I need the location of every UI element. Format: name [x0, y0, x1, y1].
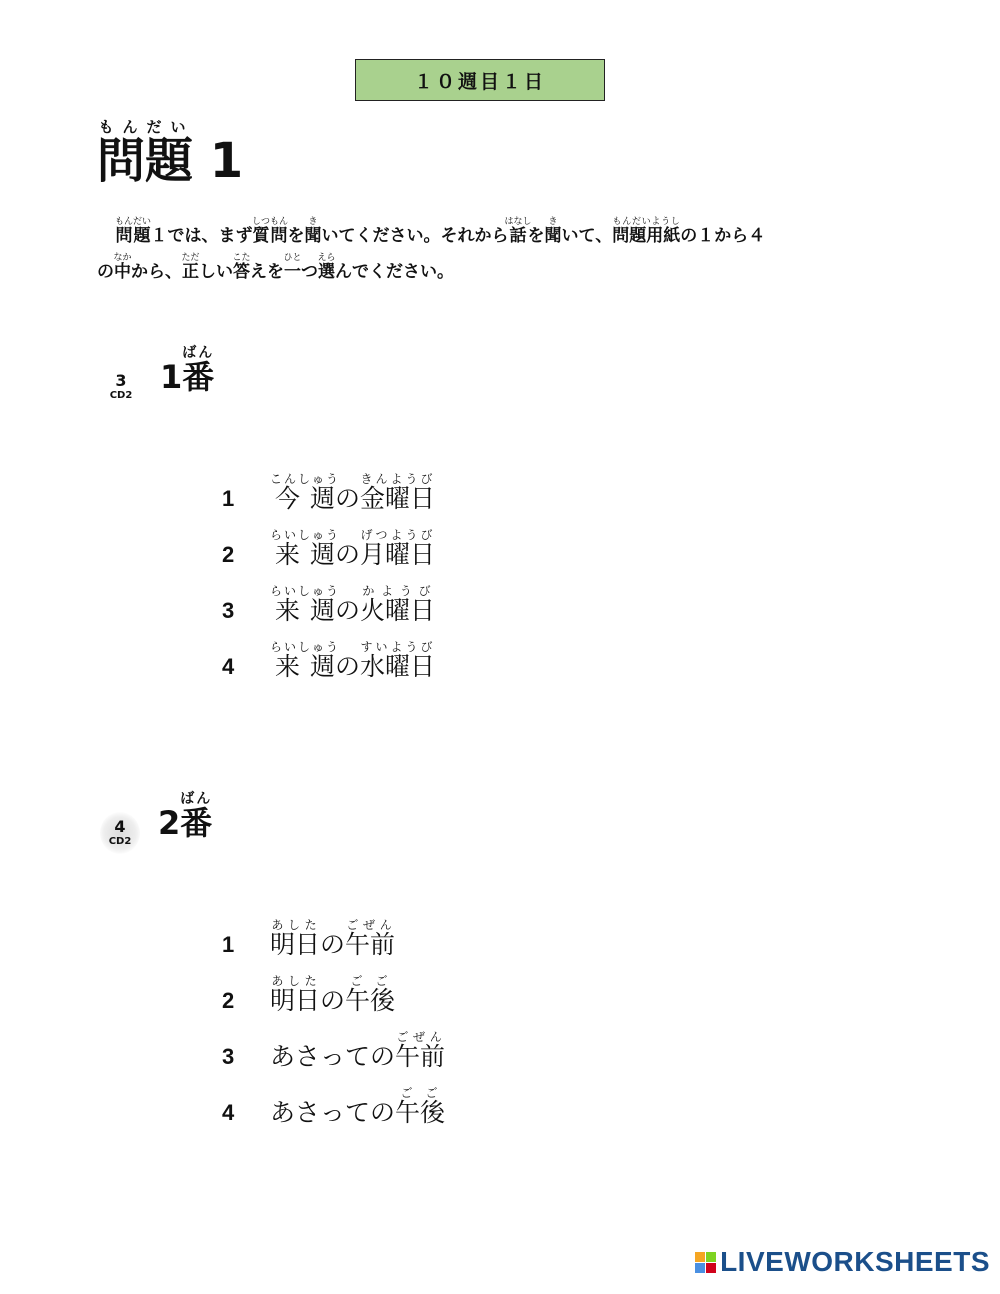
- ban-reading: ばん: [182, 345, 215, 361]
- ins-text: 一: [283, 262, 302, 282]
- choice-reading: ごぜん: [345, 918, 396, 932]
- choice-item[interactable]: [222, 960, 445, 1016]
- ins-text: 中: [113, 262, 132, 282]
- choice-reading: ごご: [395, 1086, 446, 1100]
- question-number: 2: [158, 804, 181, 842]
- choice-text: [270, 640, 435, 682]
- ban-reading: ばん: [180, 791, 213, 807]
- ins-text: 質問: [252, 226, 289, 246]
- choice-number: 3: [222, 598, 235, 623]
- choice-kanji: 今週: [270, 484, 341, 513]
- choice-kana: あさっての: [270, 1098, 396, 1127]
- ins-text: から、: [131, 262, 182, 282]
- ins-rt: き: [304, 217, 322, 227]
- choice-number: 3: [222, 1044, 235, 1069]
- choice-number: 2: [222, 988, 235, 1013]
- ins-text: １では、まず: [150, 226, 253, 246]
- ins-ruby-4: [504, 217, 532, 246]
- title-reading: もんだい: [97, 118, 194, 136]
- ins-rt: き: [544, 217, 562, 227]
- week-day-label: １０週目１日: [355, 59, 605, 101]
- ins-ruby-5: [544, 217, 562, 246]
- choice-text: [270, 584, 435, 626]
- ins-text: えを: [250, 262, 284, 282]
- ins-text: いて、: [561, 226, 613, 246]
- ins-text: の: [97, 262, 114, 282]
- choice-kanji: 水曜日: [360, 652, 436, 681]
- ins-rt: はなし: [504, 217, 532, 227]
- choice-number: 1: [222, 932, 235, 957]
- choice-kanji: 午前: [395, 1042, 446, 1071]
- choice-reading: らいしゅう: [270, 528, 341, 542]
- choice-kanji: 午後: [345, 986, 396, 1015]
- question-number: 1: [160, 358, 183, 396]
- choice-kanji: 明日: [270, 986, 321, 1015]
- choice-text: [270, 528, 435, 570]
- title-number: 1: [193, 133, 244, 189]
- choice-reading: あした: [270, 918, 321, 932]
- ins-ruby-7: [113, 253, 132, 282]
- choice-kanji: 月曜日: [360, 540, 436, 569]
- choice-text: [270, 472, 435, 514]
- ins-text: つ: [301, 262, 318, 282]
- liveworksheets-logo[interactable]: [695, 1246, 990, 1278]
- ins-text: 答: [232, 262, 251, 282]
- choice-reading: ごぜん: [395, 1030, 446, 1044]
- cd-track-number: 3: [115, 371, 127, 390]
- choice-kana: の: [335, 596, 361, 625]
- title-ruby: [97, 118, 194, 189]
- ban-ruby: [180, 791, 213, 842]
- choice-reading: すいようび: [360, 640, 436, 654]
- choice-reading: げつようび: [360, 528, 436, 542]
- ins-rt: こた: [232, 253, 251, 263]
- ins-rt: なか: [113, 253, 132, 263]
- choice-list: [222, 458, 435, 682]
- choice-reading: らいしゅう: [270, 584, 341, 598]
- choice-kanji: 来週: [270, 596, 341, 625]
- ban-text: 番: [180, 804, 213, 842]
- choice-kana: の: [320, 930, 346, 959]
- choice-item[interactable]: [222, 626, 435, 682]
- ins-text: しい: [199, 262, 233, 282]
- ins-rt: ひと: [283, 253, 302, 263]
- ins-text: を: [287, 226, 305, 246]
- ins-ruby-11: [317, 253, 336, 282]
- ban-ruby: [182, 345, 215, 396]
- ins-text: 聞: [304, 226, 322, 246]
- choice-reading: らいしゅう: [270, 640, 341, 654]
- question-heading: [158, 791, 212, 842]
- ins-rt: ただ: [181, 253, 200, 263]
- question-heading: [160, 345, 214, 396]
- ins-text: の１から４: [680, 226, 766, 246]
- ins-rt: もんだいようし: [612, 217, 681, 227]
- choice-kanji: 来週: [270, 652, 341, 681]
- ins-ruby-9: [232, 253, 251, 282]
- logo-mark-icon: [695, 1252, 716, 1273]
- ins-ruby-6: [612, 217, 681, 246]
- choice-kana: の: [335, 484, 361, 513]
- ins-text: 聞: [544, 226, 562, 246]
- choice-item[interactable]: [222, 570, 435, 626]
- ins-text: を: [527, 226, 545, 246]
- ins-text: んでください。: [335, 262, 454, 282]
- ins-text: 選: [317, 262, 336, 282]
- ins-text: 問題: [115, 226, 152, 246]
- ins-ruby-3: [304, 217, 322, 246]
- choice-item[interactable]: [222, 514, 435, 570]
- choice-reading: ごご: [345, 974, 396, 988]
- choice-kana: の: [320, 986, 346, 1015]
- ins-ruby-1: [115, 217, 152, 246]
- choice-kanji: 火曜日: [360, 596, 436, 625]
- choice-kana: の: [335, 652, 361, 681]
- choice-reading: きんようび: [360, 472, 436, 486]
- choice-text: [270, 918, 395, 960]
- choice-number: 2: [222, 542, 235, 567]
- logo-text: LIVEWORKSHEETS: [720, 1246, 990, 1277]
- ins-ruby-2: [252, 217, 289, 246]
- cd-label: CD2: [108, 836, 132, 847]
- ins-text: 話: [504, 226, 532, 246]
- instructions: [97, 217, 857, 290]
- cd-track-badge[interactable]: [101, 372, 141, 402]
- ins-rt: しつもん: [252, 217, 289, 227]
- cd-track-number: 4: [114, 817, 126, 836]
- ins-ruby-10: [283, 253, 302, 282]
- ins-rt: もんだい: [115, 217, 152, 227]
- title-base: 問題: [97, 133, 194, 189]
- ins-rt: えら: [317, 253, 336, 263]
- choice-reading: かようび: [360, 584, 436, 598]
- choice-item[interactable]: [222, 1072, 445, 1128]
- choice-kana: あさっての: [270, 1042, 396, 1071]
- choice-list: [222, 904, 445, 1128]
- ins-text: いてください。それから: [321, 226, 509, 246]
- choice-kanji: 午前: [345, 930, 396, 959]
- choice-kanji: 午後: [395, 1098, 446, 1127]
- choice-kanji: 金曜日: [360, 484, 436, 513]
- page-title: [97, 118, 243, 191]
- cd-track-badge[interactable]: [100, 812, 140, 854]
- choice-text: [270, 1086, 445, 1128]
- ins-text: 問題用紙: [612, 226, 681, 246]
- choice-reading: あした: [270, 974, 321, 988]
- choice-number: 1: [222, 486, 235, 511]
- choice-number: 4: [222, 654, 235, 679]
- choice-item[interactable]: [222, 1016, 445, 1072]
- choice-number: 4: [222, 1100, 235, 1125]
- choice-item[interactable]: [222, 458, 435, 514]
- choice-text: [270, 974, 395, 1016]
- choice-kanji: 来週: [270, 540, 341, 569]
- ban-text: 番: [182, 358, 215, 396]
- choice-item[interactable]: [222, 904, 445, 960]
- ins-text: 正: [181, 262, 200, 282]
- ins-ruby-8: [181, 253, 200, 282]
- cd-label: CD2: [109, 390, 133, 401]
- choice-kana: の: [335, 540, 361, 569]
- choice-reading: こんしゅう: [270, 472, 341, 486]
- choice-text: [270, 1030, 445, 1072]
- choice-kanji: 明日: [270, 930, 321, 959]
